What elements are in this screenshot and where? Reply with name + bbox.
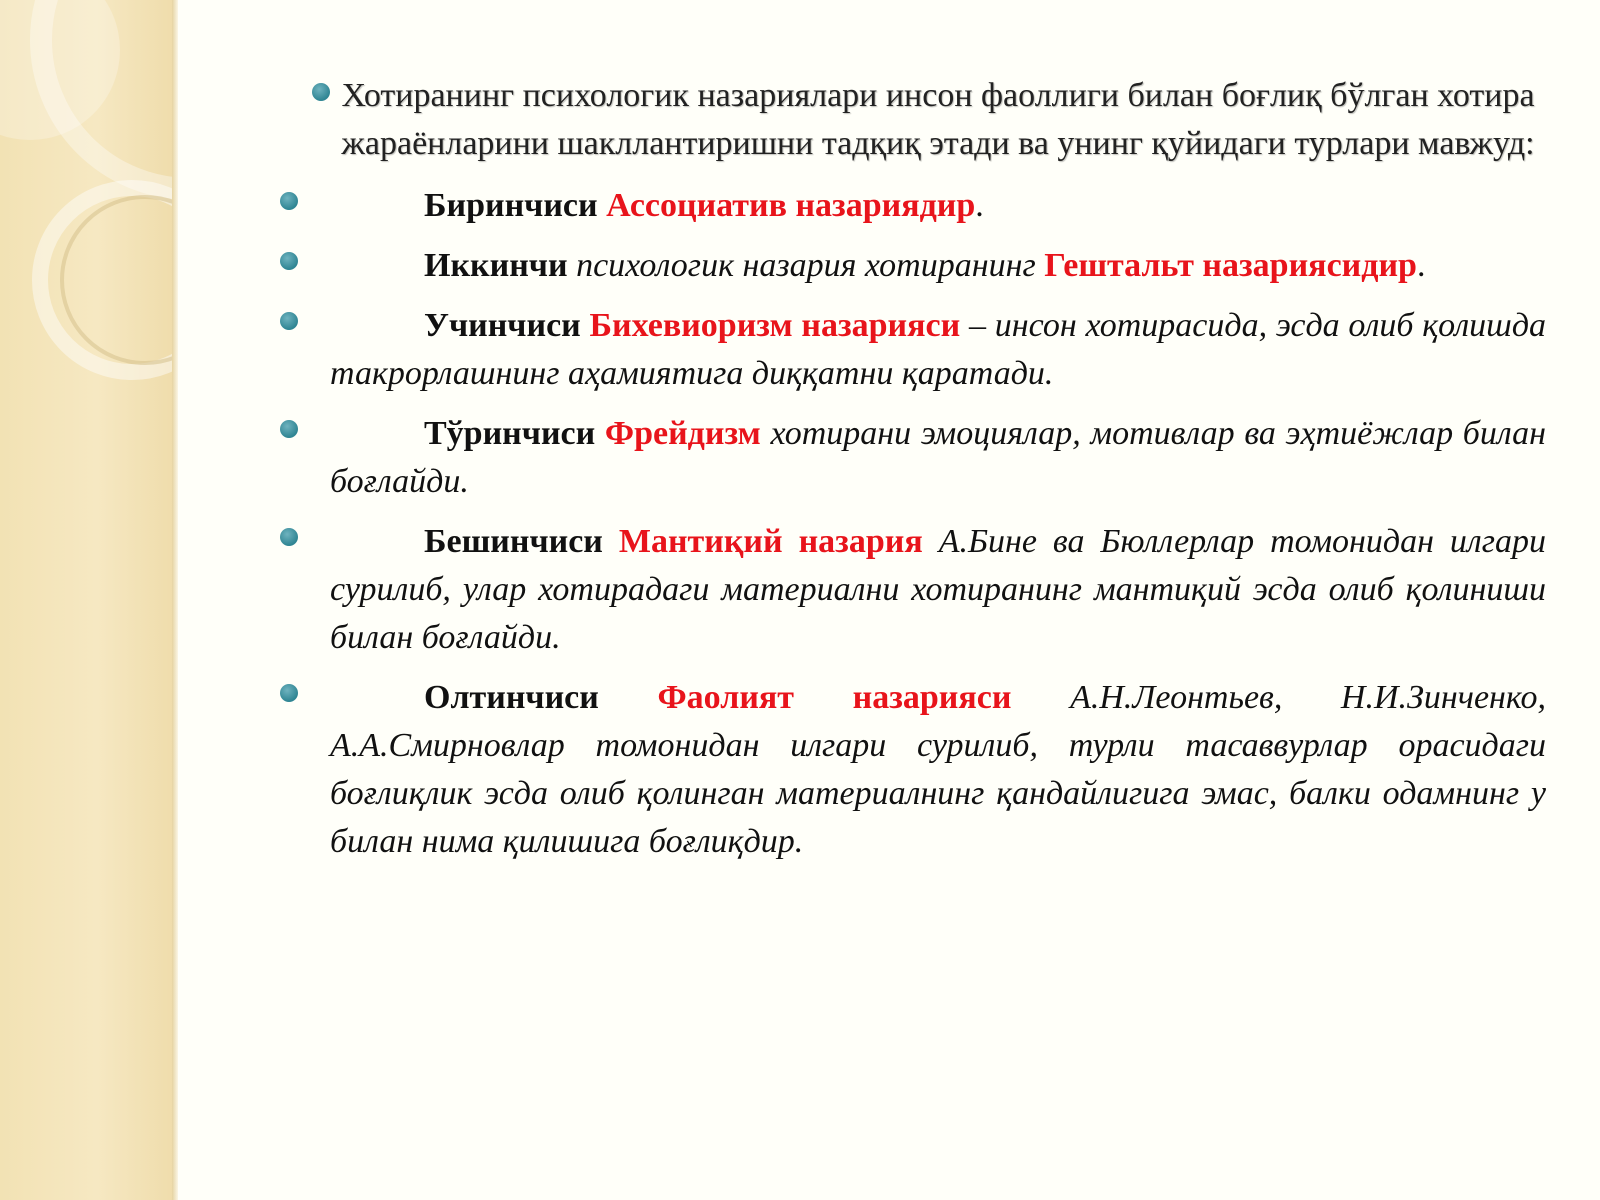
decorative-side-band xyxy=(0,0,176,1200)
intro-paragraph xyxy=(280,72,1546,168)
item-lead: Биринчиси xyxy=(424,187,598,224)
item-highlight: Гештальт назариясидир xyxy=(1044,247,1417,284)
item-lead: Тўринчиси xyxy=(424,415,596,452)
item-middle: психологик назария хотиранинг xyxy=(576,247,1036,284)
list-item-6 xyxy=(280,674,1546,866)
item-lead: Бешинчиси xyxy=(424,523,603,560)
bullet-icon xyxy=(280,192,298,210)
bullet-icon xyxy=(280,312,298,330)
item-highlight: Фаолият назарияси xyxy=(657,679,1012,716)
item-rest: А.Н.Леонтьев, Н.И.Зинченко, А.А.Смирновлар томонидан илгари сурилиб, турли тасаввурлар орасидаги боғлиқлик эсда олиб қолинган материалнинг қандайлигига эмас, балки одамнинг у билан нима қилишига боғлиқдир. xyxy=(330,679,1547,860)
bullet-icon xyxy=(280,528,298,546)
item-highlight: Бихевиоризм назарияси xyxy=(589,307,961,344)
bullet-icon xyxy=(280,420,298,438)
list-item-2 xyxy=(280,242,1546,290)
item-highlight: Ассоциатив назариядир xyxy=(606,187,976,224)
list-item-3 xyxy=(280,302,1546,398)
item-lead: Иккинчи xyxy=(424,247,568,284)
list-item-1 xyxy=(280,182,1546,230)
item-lead: Учинчиси xyxy=(424,307,581,344)
list-item-4 xyxy=(280,410,1546,506)
bullet-icon xyxy=(280,252,298,270)
list-item-5 xyxy=(280,518,1546,662)
item-rest: . xyxy=(975,187,984,224)
item-rest: хотирани эмоциялар, мотивлар ва эҳтиёжлар билан боғлайди. xyxy=(330,415,1547,500)
item-highlight: Мантиқий назария xyxy=(618,523,923,560)
slide-content xyxy=(280,72,1546,878)
item-lead: Олтинчиси xyxy=(424,679,599,716)
bullet-icon xyxy=(312,83,330,101)
item-rest: – инсон хотирасида, эсда олиб қолишда такрорлашнинг аҳамиятига диққатни қаратади. xyxy=(330,307,1547,392)
item-highlight: Фрейдизм xyxy=(604,415,761,452)
item-rest: А.Бине ва Бюллерлар томонидан илгари сурилиб, улар хотирадаги материални хотиранинг мантиқий эсда олиб қолиниши билан боғлайди. xyxy=(330,523,1547,656)
intro-text: Хотиранинг психологик назариялари инсон фаоллиги билан боғлиқ бўлган хотира жараёнларини шакллантиришни тадқиқ этади ва унинг қуйидаги турлари мавжуд: xyxy=(341,77,1535,162)
bullet-icon xyxy=(280,684,298,702)
side-band-edge xyxy=(172,0,178,1200)
item-rest: . xyxy=(1416,247,1426,284)
decorative-ring xyxy=(30,0,176,200)
